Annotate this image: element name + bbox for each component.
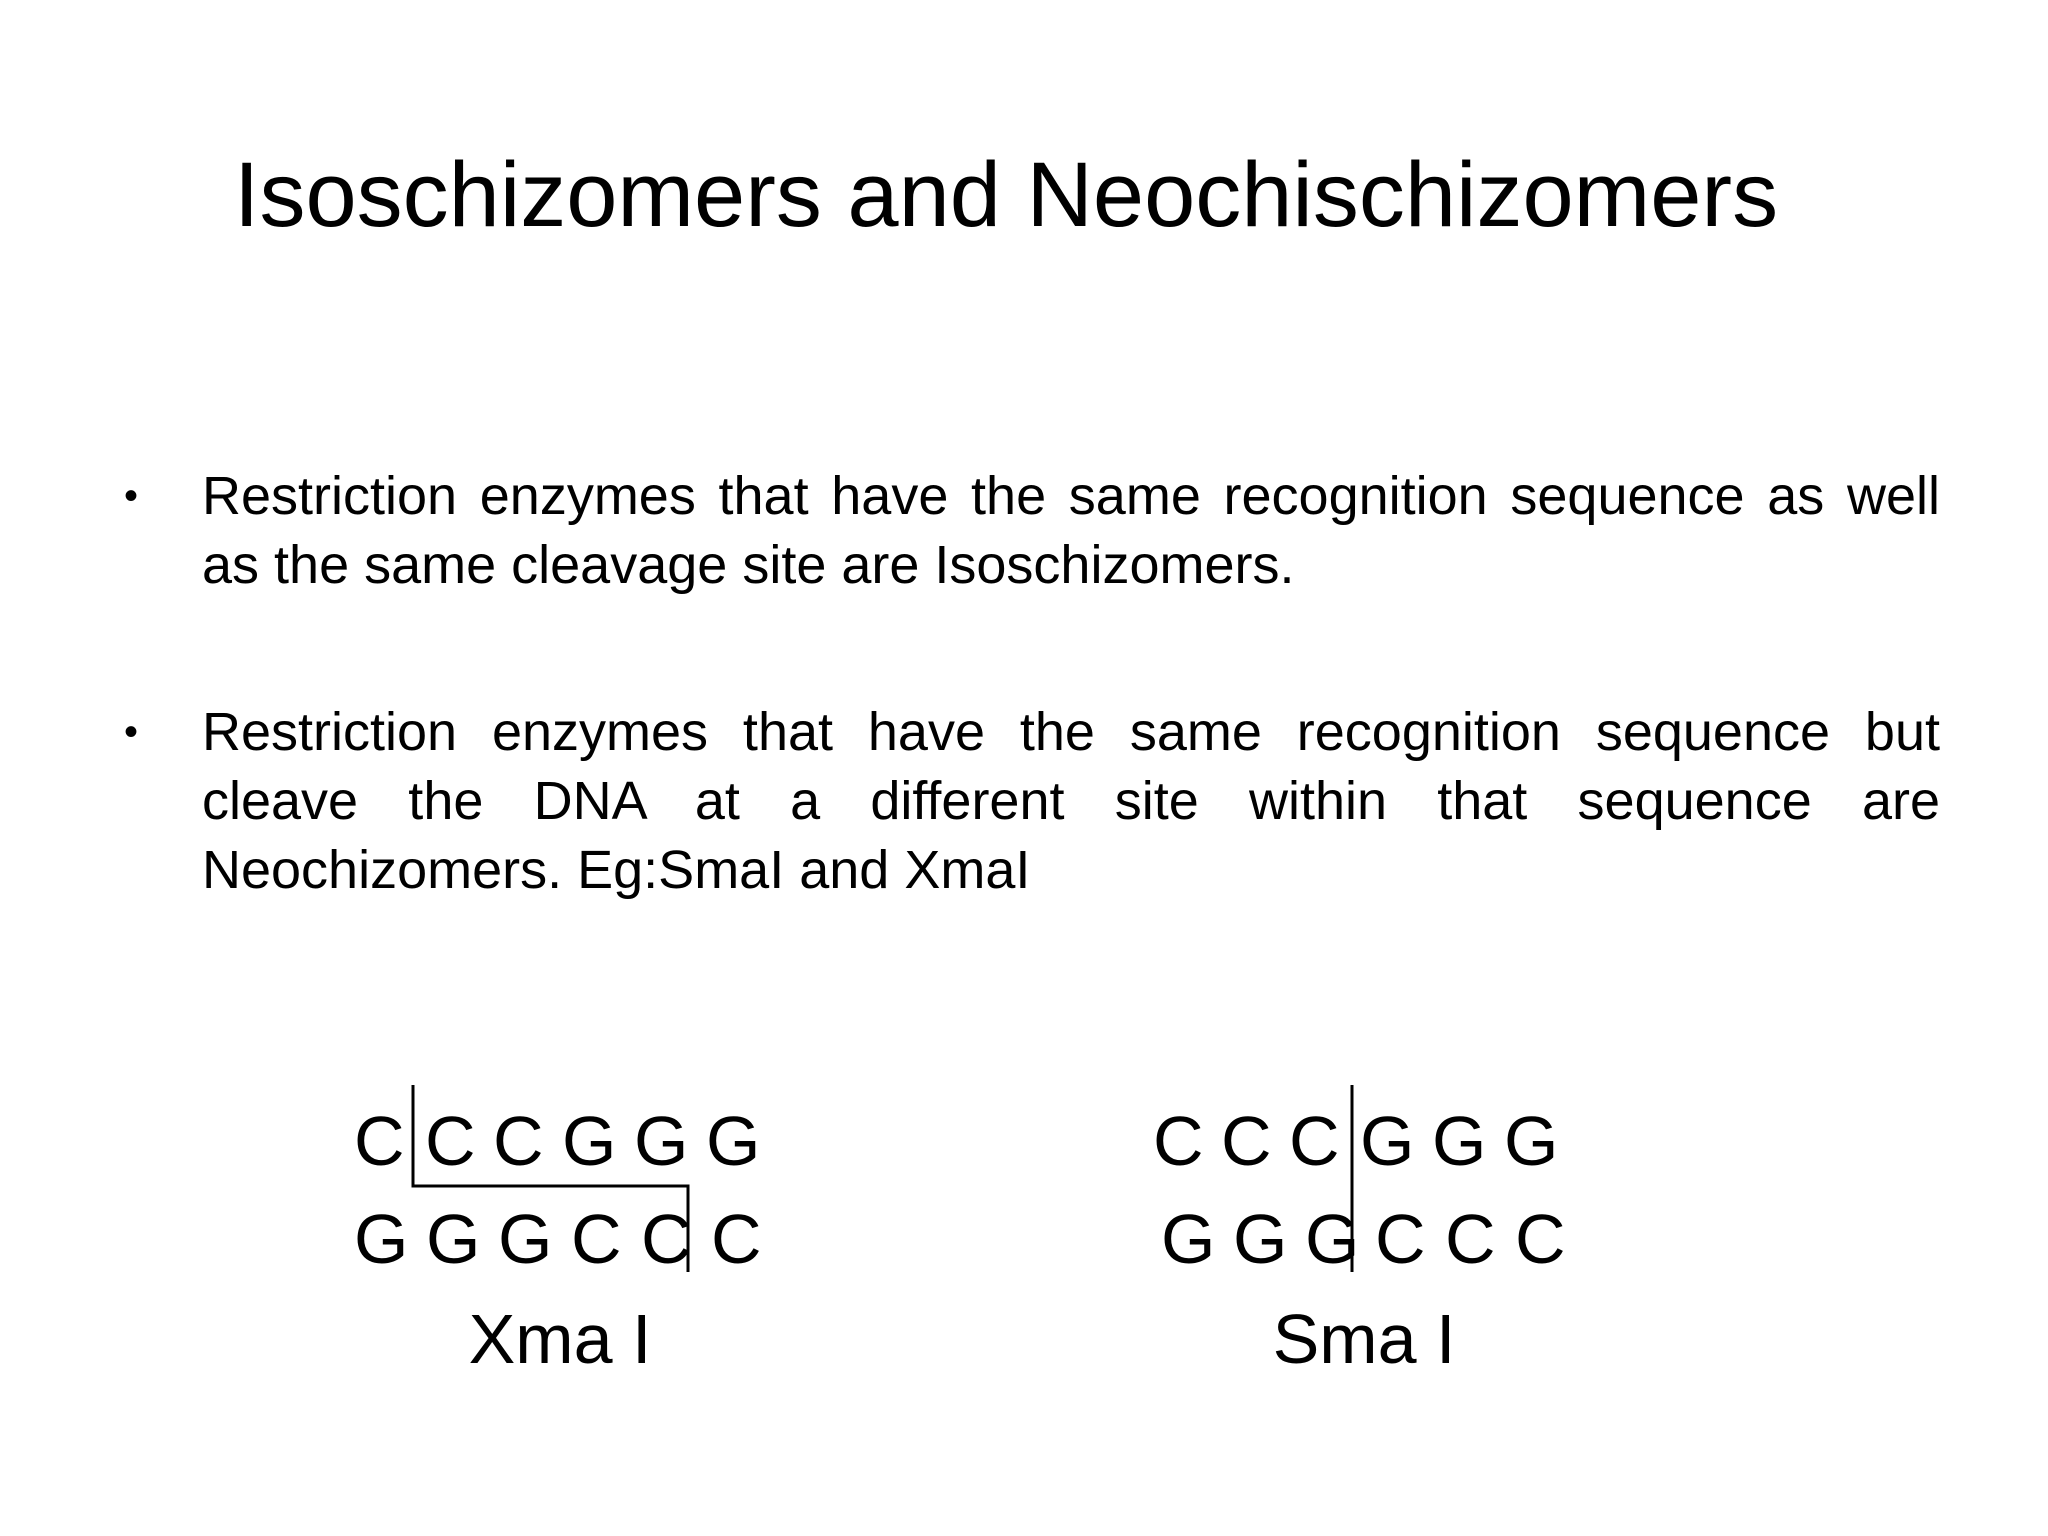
bullet-text-neochizomers: Restriction enzymes that have the same recognition sequence but cleave the DNA at a different site within that sequence are Neochizomers. Eg:SmaI and XmaI [202, 702, 1940, 900]
sma-bottom-base: G [1305, 1200, 1360, 1278]
xma-top-base: C [354, 1102, 405, 1180]
sma-label: Sma I [1272, 1300, 1456, 1378]
sma-bottom-base: G [1161, 1200, 1216, 1278]
xma-bottom-base: C [571, 1200, 622, 1278]
sma-bottom-base: C [1375, 1200, 1426, 1278]
xma-diagram [354, 1085, 762, 1378]
sma-top-base: C [1153, 1102, 1204, 1180]
sma-top-base: G [1360, 1102, 1415, 1180]
sma-bottom-base: C [1515, 1200, 1566, 1278]
xma-bottom-base: G [354, 1200, 409, 1278]
xma-top-base: G [562, 1102, 617, 1180]
xma-top-base: C [493, 1102, 544, 1180]
bullet-marker: • [124, 474, 139, 518]
xma-label: Xma I [468, 1300, 652, 1378]
sma-top-base: G [1432, 1102, 1487, 1180]
sma-top-base: C [1289, 1102, 1340, 1180]
xma-bottom-base: C [641, 1200, 692, 1278]
bullet-text-isoschizomers: Restriction enzymes that have the same recognition sequence as well as the same cleavage site are Isoschizomers. [202, 466, 1940, 595]
sma-diagram [1153, 1085, 1566, 1378]
xma-bottom-base: G [426, 1200, 481, 1278]
sma-top-base: C [1221, 1102, 1272, 1180]
xma-bottom-base: C [711, 1200, 762, 1278]
xma-top-base: G [634, 1102, 689, 1180]
sma-top-base: G [1504, 1102, 1559, 1180]
sma-bottom-base: G [1233, 1200, 1288, 1278]
xma-bottom-base: G [498, 1200, 553, 1278]
xma-top-base: G [706, 1102, 761, 1180]
slide-title: Isoschizomers and Neochischizomers [233, 144, 1779, 246]
sma-bottom-base: C [1445, 1200, 1496, 1278]
xma-top-base: C [425, 1102, 476, 1180]
bullet-marker: • [124, 710, 139, 754]
